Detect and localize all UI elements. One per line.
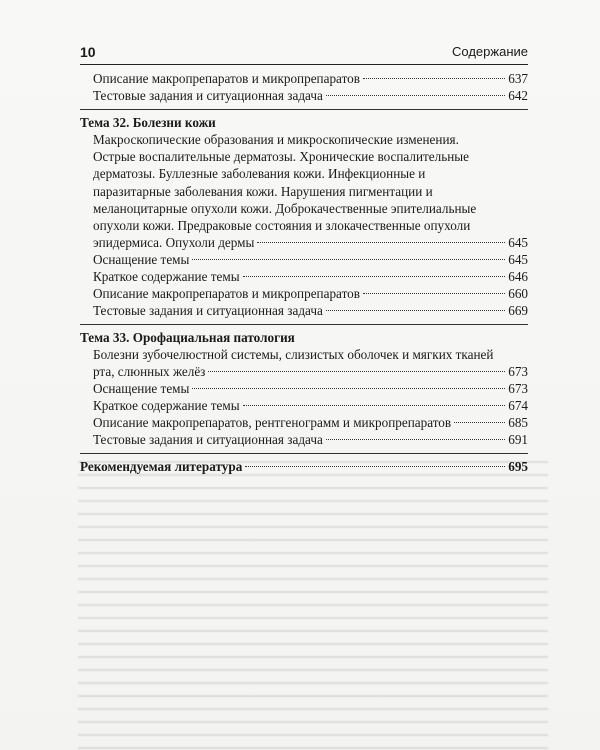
description-line: Болезни зубочелюстной системы, слизистых оболочек и мягких тканей	[93, 347, 494, 363]
toc-entry-page: 674	[508, 398, 528, 414]
toc-entry-page: 685	[508, 415, 528, 431]
section-separator	[80, 109, 528, 110]
toc-entry-label: Описание макропрепаратов, рентгенограмм и микропрепаратов	[93, 415, 452, 431]
bleed-through-texture	[78, 450, 548, 750]
theme-title[interactable]: Тема 32. Болезни кожи	[80, 115, 216, 130]
toc-entry-page: 642	[508, 88, 528, 103]
dot-leader	[245, 465, 505, 467]
toc-entry-label: Тестовые задания и ситуационная задача	[93, 303, 323, 319]
toc-entry[interactable]	[80, 397, 528, 414]
section-separator	[80, 324, 528, 325]
toc-entry[interactable]	[80, 87, 528, 104]
description-line: Макроскопические образования и микроскопические изменения.	[93, 132, 459, 147]
toc-entry[interactable]	[80, 302, 528, 319]
toc-entry-page: 669	[508, 303, 528, 319]
theme-description	[80, 131, 528, 234]
toc-entry[interactable]	[80, 285, 528, 302]
toc-entry-page: 673	[508, 364, 528, 380]
description-line: опухоли кожи. Предраковые состояния и злокачественные опухоли	[93, 218, 471, 234]
description-line: паразитарные заболевания кожи. Нарушения пигментации и	[93, 183, 433, 199]
dot-leader	[257, 241, 505, 243]
theme-title[interactable]: Тема 33. Орофациальная патология	[80, 330, 295, 346]
dot-leader	[326, 94, 505, 96]
running-head: Содержание	[452, 44, 528, 59]
dot-leader	[243, 275, 506, 277]
dot-leader	[326, 309, 505, 311]
page-number: 10	[80, 44, 96, 60]
dot-leader	[192, 258, 505, 260]
toc-entry-page: 645	[508, 252, 528, 268]
toc-entry-label: Описание макропрепаратов и микропрепаратов	[93, 286, 360, 302]
toc-entry-page: 660	[508, 286, 528, 302]
toc-entry-label: Оснащение темы	[93, 381, 190, 397]
toc-entry-label: Краткое содержание темы	[93, 269, 240, 285]
toc-entry-label: Тестовые задания и ситуационная задача	[93, 432, 323, 448]
toc-entry-page: 695	[508, 459, 528, 475]
toc-entry-page: 645	[508, 235, 528, 251]
toc-entry[interactable]	[80, 431, 528, 448]
toc-entry-label: эпидермиса. Опухоли дермы	[93, 235, 255, 251]
toc-entry[interactable]	[80, 380, 528, 397]
description-line: дерматозы. Буллезные заболевания кожи. Инфекционные и	[93, 166, 426, 182]
toc-entry[interactable]	[80, 251, 528, 268]
toc-entry[interactable]	[80, 70, 528, 87]
toc-entry-label: рта, слюнных желёз	[93, 364, 206, 380]
table-of-contents	[80, 70, 528, 475]
toc-entry-label: Краткое содержание темы	[93, 398, 240, 414]
toc-entry[interactable]	[80, 234, 528, 251]
toc-entry-label: Рекомендуемая литература	[80, 459, 243, 475]
toc-entry[interactable]	[80, 414, 528, 431]
dot-leader	[243, 404, 506, 406]
dot-leader	[363, 292, 505, 294]
dot-leader	[208, 370, 505, 372]
dot-leader	[363, 77, 505, 79]
dot-leader	[192, 387, 505, 389]
toc-entry[interactable]	[80, 268, 528, 285]
toc-entry-page: 646	[508, 269, 528, 285]
dot-leader	[326, 438, 505, 440]
description-line: меланоцитарные опухоли кожи. Доброкачественные эпителиальные	[93, 200, 477, 216]
section-separator	[80, 453, 528, 454]
toc-entry-literature[interactable]	[80, 458, 528, 475]
theme-description	[80, 346, 528, 363]
toc-entry[interactable]	[80, 363, 528, 380]
toc-entry-label: Описание макропрепаратов и микропрепаратов	[93, 71, 360, 86]
dot-leader	[454, 421, 505, 423]
description-line: Острые воспалительные дерматозы. Хронические воспалительные	[93, 149, 469, 165]
toc-entry-label: Оснащение темы	[93, 252, 190, 268]
toc-entry-page: 691	[508, 432, 528, 448]
toc-entry-label: Тестовые задания и ситуационная задача	[93, 88, 323, 103]
page-header	[80, 40, 528, 62]
header-rule	[80, 64, 528, 65]
toc-entry-page: 673	[508, 381, 528, 397]
toc-entry-page: 637	[508, 71, 528, 86]
